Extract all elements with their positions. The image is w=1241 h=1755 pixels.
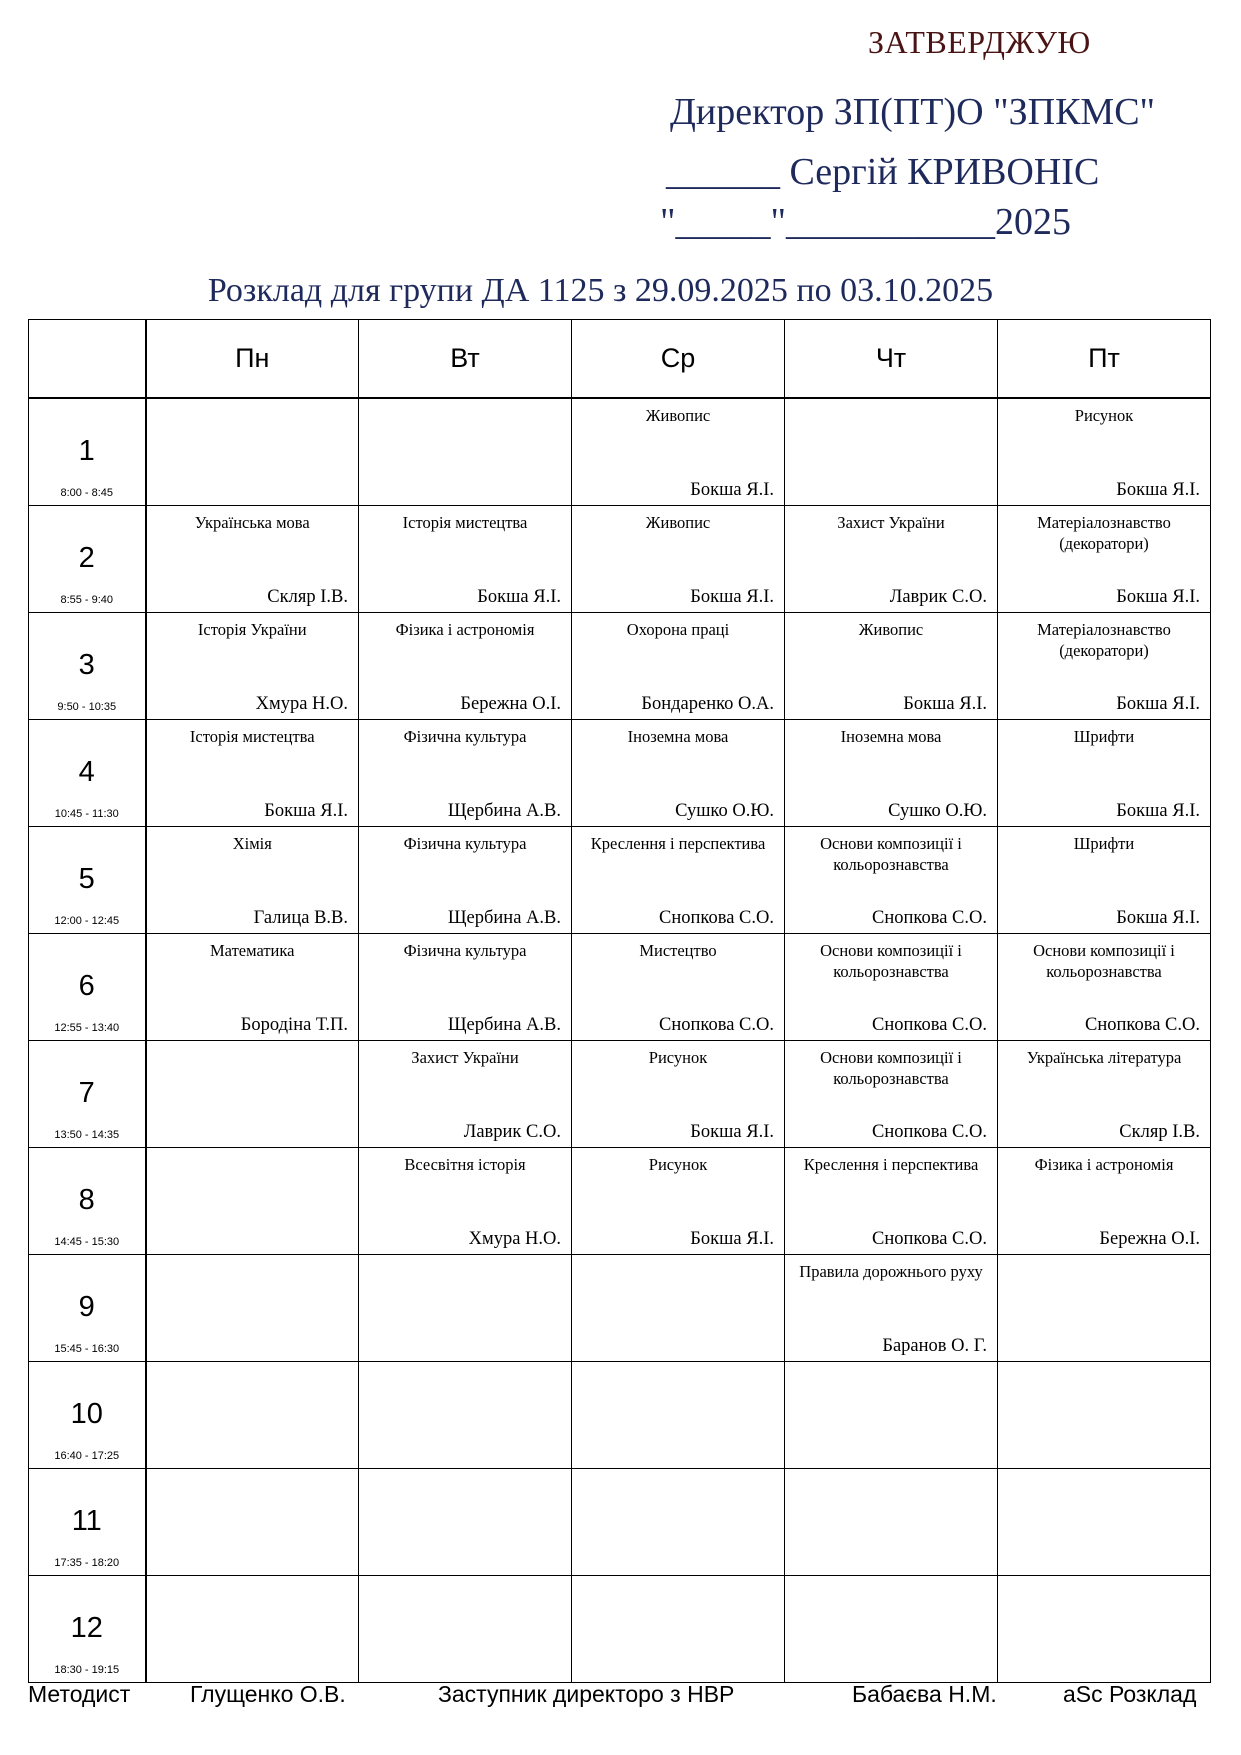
period-row [29,1576,1211,1683]
period-row [29,1041,1211,1148]
period-row [29,506,1211,613]
period-number: 6 [78,970,95,1002]
lesson-cell [359,613,572,720]
period-number: 3 [78,649,95,681]
lesson-subject: Рисунок [648,1048,708,1067]
lesson-teacher: Бокша Я.І. [1116,801,1200,821]
period-cell [29,398,146,506]
lesson-teacher: Бондаренко О.А. [641,694,774,714]
period-cell [29,1148,146,1255]
lesson-subject: Живопис [858,620,924,639]
lesson-teacher: Снопкова С.О. [872,1229,987,1249]
lesson-subject: Математика [210,941,295,960]
lesson-cell [359,1469,572,1576]
lesson-cell [146,1362,359,1469]
lesson-cell [359,1576,572,1683]
lesson-subject: Фізика і астрономія [1034,1155,1174,1174]
lesson-cell [785,827,998,934]
deputy-label: Заступник директоро з НВР [438,1681,735,1707]
lesson-teacher: Снопкова С.О. [1085,1015,1200,1035]
lesson-subject: Правила дорожнього руху [799,1262,983,1281]
approval-date-line: "_____"___________2025 [660,201,1072,243]
lesson-cell [359,720,572,827]
period-row [29,720,1211,827]
period-number: 12 [70,1612,103,1644]
header-row [29,320,1211,399]
lesson-subject: Фізична культура [403,941,527,960]
lesson-teacher: Бокша Я.І. [690,1122,774,1142]
lesson-subject: Історія мистецтва [189,727,315,746]
lesson-cell [572,1469,785,1576]
lesson-cell [572,1255,785,1362]
lesson-subject: Креслення і перспектива [803,1155,979,1174]
methodist-label: Методист [28,1681,131,1707]
lesson-subject: Захист України [837,513,945,532]
lesson-teacher: Снопкова С.О. [872,908,987,928]
lesson-cell [146,398,359,506]
lesson-cell [998,1469,1211,1576]
lesson-cell [146,1255,359,1362]
lesson-subject: Хімія [232,834,272,853]
period-cell [29,1362,146,1469]
lesson-subject: Рисунок [1074,406,1134,425]
lesson-subject: Українська мова [194,513,310,532]
lesson-teacher: Скляр І.В. [267,587,348,607]
period-time: 13:50 - 14:35 [54,1129,120,1141]
lesson-teacher: Бережна О.І. [460,694,561,714]
period-row [29,827,1211,934]
lesson-cell [785,720,998,827]
lesson-subject: Живопис [645,513,711,532]
lesson-cell [146,1469,359,1576]
period-time: 10:45 - 11:30 [54,808,119,820]
lesson-teacher: Бокша Я.І. [903,694,987,714]
lesson-teacher: Снопкова С.О. [659,908,774,928]
corner-cell [29,320,146,399]
lesson-cell [359,1255,572,1362]
period-number: 1 [78,435,95,467]
deputy-name: Бабаєва Н.М. [852,1681,997,1707]
lesson-cell [998,1255,1211,1362]
lesson-cell [359,934,572,1041]
lesson-teacher: Скляр І.В. [1119,1122,1200,1142]
schedule-title-text: Розклад для групи ДА 1125 з 29.09.2025 по 03.10.2025 [207,272,994,309]
lesson-subject: Історія України [197,620,307,639]
lesson-cell [998,398,1211,506]
day-header: Чт [785,320,998,399]
lesson-subject: Охорона праці [626,620,730,639]
lesson-cell [146,1576,359,1683]
lesson-teacher: Бокша Я.І. [1116,694,1200,714]
day-header: Пт [998,320,1211,399]
period-row [29,398,1211,506]
period-time: 18:30 - 19:15 [54,1664,120,1676]
software-label: aSc Розклад [1063,1681,1197,1707]
lesson-cell [572,934,785,1041]
lesson-teacher: Бокша Я.І. [264,801,348,821]
period-time: 15:45 - 16:30 [54,1343,120,1355]
lesson-cell [146,1041,359,1148]
lesson-cell [572,1148,785,1255]
lesson-cell [785,398,998,506]
lesson-cell [572,506,785,613]
lesson-subject: Історія мистецтва [402,513,528,532]
lesson-cell [785,1469,998,1576]
lesson-cell [359,398,572,506]
schedule-table [28,319,1211,1683]
lesson-cell [572,1576,785,1683]
period-row [29,1362,1211,1469]
lesson-teacher: Бокша Я.І. [1116,587,1200,607]
lesson-cell [785,1148,998,1255]
lesson-teacher: Снопкова С.О. [659,1015,774,1035]
lesson-cell [785,613,998,720]
period-number: 7 [78,1077,95,1109]
lesson-cell [359,506,572,613]
lesson-subject: Основи композиції і кольорознавства [820,834,962,874]
lesson-teacher: Бережна О.І. [1099,1229,1200,1249]
approval-director-line: Директор ЗП(ПТ)О "ЗПКМС" [670,91,1156,133]
day-header: Вт [359,320,572,399]
lesson-cell [998,1041,1211,1148]
lesson-teacher: Бокша Я.І. [690,480,774,500]
lesson-teacher: Бокша Я.І. [690,587,774,607]
lesson-cell [359,1041,572,1148]
period-cell [29,506,146,613]
period-time: 17:35 - 18:20 [54,1557,120,1569]
period-time: 9:50 - 10:35 [57,701,117,713]
lesson-cell [998,1576,1211,1683]
lesson-subject: Матеріалознавство (декоратори) [1037,513,1171,553]
period-number: 8 [78,1184,95,1216]
lesson-cell [146,720,359,827]
lesson-subject: Фізична культура [403,727,527,746]
lesson-cell [146,934,359,1041]
lesson-subject: Фізика і астрономія [395,620,535,639]
lesson-subject: Іноземна мова [627,727,729,746]
lesson-cell [785,934,998,1041]
lesson-teacher: Снопкова С.О. [872,1122,987,1142]
period-number: 9 [78,1291,95,1323]
lesson-subject: Шрифти [1073,727,1135,746]
lesson-teacher: Сушко О.Ю. [675,801,774,821]
period-row [29,1469,1211,1576]
approval-block [0,0,1241,250]
lesson-cell [998,1362,1211,1469]
period-time: 12:55 - 13:40 [54,1022,120,1034]
lesson-cell [785,1255,998,1362]
period-number: 4 [78,756,95,788]
period-number: 10 [70,1398,103,1430]
lesson-cell [785,1576,998,1683]
lesson-cell [572,613,785,720]
lesson-cell [359,827,572,934]
lesson-cell [146,613,359,720]
lesson-teacher: Бокша Я.І. [477,587,561,607]
period-number: 5 [78,863,95,895]
period-cell [29,1469,146,1576]
lesson-cell [572,720,785,827]
lesson-cell [998,1148,1211,1255]
lesson-teacher: Щербина А.В. [447,1015,561,1035]
lesson-cell [572,1362,785,1469]
lesson-teacher: Бородіна Т.П. [240,1015,348,1035]
lesson-cell [998,827,1211,934]
lesson-subject: Живопис [645,406,711,425]
lesson-cell [998,506,1211,613]
approval-signature-line: ______ Сергій КРИВОНІС [666,151,1100,193]
lesson-subject: Рисунок [648,1155,708,1174]
lesson-cell [998,613,1211,720]
lesson-teacher: Лаврик С.О. [463,1122,561,1142]
day-header: Ср [572,320,785,399]
period-time: 12:00 - 12:45 [54,915,120,927]
period-row [29,1148,1211,1255]
day-header: Пн [146,320,359,399]
lesson-teacher: Хмура Н.О. [255,694,348,714]
period-cell [29,1255,146,1362]
lesson-subject: Основи композиції і кольорознавства [1033,941,1175,981]
lesson-cell [572,1041,785,1148]
lesson-teacher: Галица В.В. [253,908,348,928]
period-row [29,934,1211,1041]
period-time: 16:40 - 17:25 [54,1450,120,1462]
lesson-subject: Захист України [411,1048,519,1067]
lesson-teacher: Сушко О.Ю. [888,801,987,821]
lesson-subject: Всесвітня історія [404,1155,526,1174]
methodist-name: Глущенко О.В. [190,1681,346,1707]
period-cell [29,613,146,720]
period-number: 2 [78,542,95,574]
lesson-subject: Шрифти [1073,834,1135,853]
lesson-subject: Фізична культура [403,834,527,853]
lesson-cell [572,398,785,506]
lesson-subject: Мистецтво [639,941,717,960]
period-time: 8:55 - 9:40 [60,594,114,606]
period-row [29,613,1211,720]
period-time: 8:00 - 8:45 [60,487,114,499]
lesson-subject: Основи композиції і кольорознавства [820,1048,962,1088]
approval-word: ЗАТВЕРДЖУЮ [868,24,1091,60]
lesson-subject: Основи композиції і кольорознавства [820,941,962,981]
period-cell [29,827,146,934]
lesson-cell [146,827,359,934]
lesson-subject: Креслення і перспектива [590,834,766,853]
period-row [29,1255,1211,1362]
lesson-cell [572,827,785,934]
lesson-cell [785,1362,998,1469]
lesson-cell [146,1148,359,1255]
period-time: 14:45 - 15:30 [54,1236,120,1248]
period-cell [29,1576,146,1683]
lesson-cell [359,1148,572,1255]
lesson-teacher: Бокша Я.І. [1116,908,1200,928]
lesson-cell [146,506,359,613]
lesson-teacher: Бокша Я.І. [690,1229,774,1249]
lesson-teacher: Щербина А.В. [447,908,561,928]
lesson-cell [998,934,1211,1041]
lesson-subject: Матеріалознавство (декоратори) [1037,620,1171,660]
lesson-teacher: Бокша Я.І. [1116,480,1200,500]
lesson-teacher: Баранов О. Г. [882,1336,987,1356]
lesson-cell [359,1362,572,1469]
lesson-cell [998,720,1211,827]
schedule-title [0,272,1241,310]
lesson-teacher: Щербина А.В. [447,801,561,821]
lesson-cell [785,1041,998,1148]
period-cell [29,720,146,827]
lesson-teacher: Снопкова С.О. [872,1015,987,1035]
lesson-cell [785,506,998,613]
lesson-subject: Українська література [1026,1048,1182,1067]
lesson-subject: Іноземна мова [840,727,942,746]
lesson-teacher: Хмура Н.О. [468,1229,561,1249]
period-number: 11 [71,1505,102,1537]
period-cell [29,1041,146,1148]
period-cell [29,934,146,1041]
lesson-teacher: Лаврик С.О. [889,587,987,607]
